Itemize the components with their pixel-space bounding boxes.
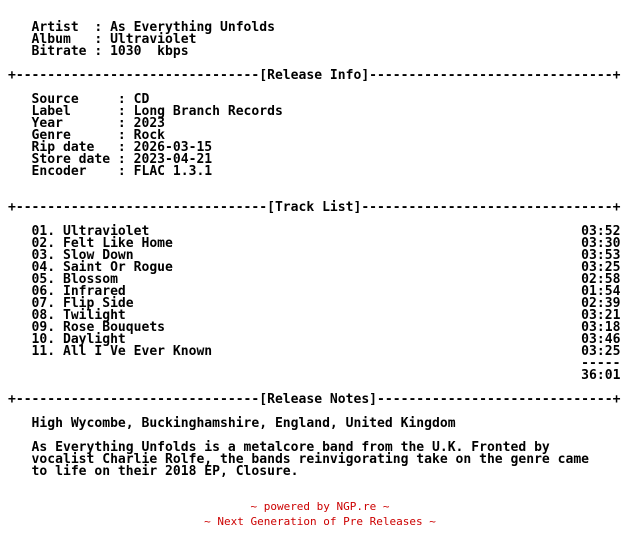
track-row: 03. Slow Down 03:53 — [8, 248, 621, 263]
location-line: High Wycombe, Buckinghamshire, England, United Kingdom — [8, 416, 456, 431]
track-row: 01. Ultraviolet 03:52 — [8, 224, 621, 239]
nfo-document — [8, 10, 634, 478]
release-info-divider: +-------------------------------[Release Info]-------------------------------+ — [8, 68, 621, 83]
description-line: to life on their 2018 EP, Closure. — [8, 464, 299, 479]
genre-line: Genre : Rock — [8, 128, 166, 143]
rip-date-line: Rip date : 2026-03-15 — [8, 140, 213, 155]
label-line: Label : Long Branch Records — [8, 104, 283, 119]
album-line: Album : Ultraviolet — [8, 32, 197, 47]
store-date-line: Store date : 2023-04-21 — [8, 152, 213, 167]
powered-by-link[interactable]: ~ powered by NGP.re ~ — [250, 500, 390, 513]
track-row: 10. Daylight 03:46 — [8, 332, 621, 347]
track-row: 06. Infrared 01:54 — [8, 284, 621, 299]
artist-line: Artist : As Everything Unfolds — [8, 20, 275, 35]
year-line: Year : 2023 — [8, 116, 166, 131]
release-notes-divider: +-------------------------------[Release Notes]------------------------------+ — [8, 392, 621, 407]
track-row: 02. Felt Like Home 03:30 — [8, 236, 621, 251]
track-row: 05. Blossom 02:58 — [8, 272, 621, 287]
description-line: As Everything Unfolds is a metalcore band from the U.K. Fronted by — [8, 440, 550, 455]
description-line: vocalist Charlie Rolfe, the bands reinvigorating take on the genre came — [8, 452, 590, 467]
track-row: 11. All I Ve Ever Known 03:25 — [8, 344, 621, 359]
blank-line — [8, 178, 634, 190]
tagline-text: ~ Next Generation of Pre Releases ~ — [204, 515, 436, 528]
total-duration: 36:01 — [8, 368, 621, 383]
encoder-line: Encoder : FLAC 1.3.1 — [8, 164, 213, 179]
track-row: 08. Twilight 03:21 — [8, 308, 621, 323]
track-row: 09. Rose Bouquets 03:18 — [8, 320, 621, 335]
track-row: 04. Saint Or Rogue 03:25 — [8, 260, 621, 275]
source-line: Source : CD — [8, 92, 150, 107]
track-list-divider: +--------------------------------[Track List]--------------------------------+ — [8, 200, 621, 215]
track-row: 07. Flip Side 02:39 — [8, 296, 621, 311]
total-rule: ----- — [8, 356, 621, 371]
bitrate-line: Bitrate : 1030 kbps — [8, 44, 189, 59]
